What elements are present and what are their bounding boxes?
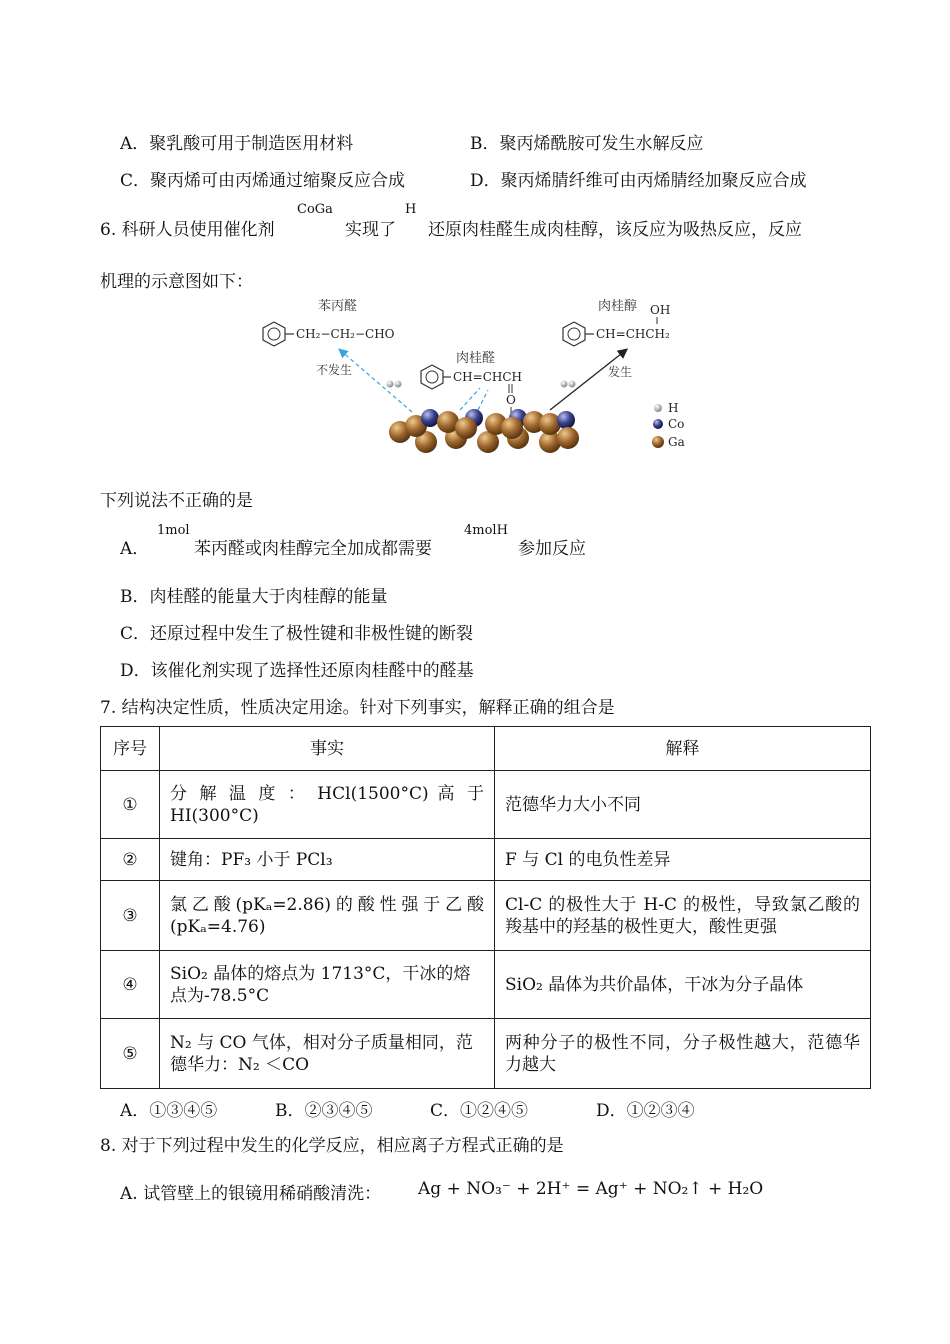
cinnamaldehyde-oxygen: O	[506, 393, 516, 407]
row-explanation: F 与 Cl 的电负性差异	[495, 839, 871, 881]
q6-option-c: C．还原过程中发生了极性键和非极性键的断裂	[120, 624, 474, 644]
row-explanation: 两种分子的极性不同，分子极性越大，范德华力越大	[495, 1019, 871, 1089]
occur-label: 发生	[608, 365, 633, 379]
mechanism-diagram	[250, 292, 700, 462]
q6-stem-mid: 实现了	[345, 220, 396, 240]
dashed-link-mid2	[478, 390, 488, 410]
q7-stem: 7. 结构决定性质，性质决定用途。针对下列事实，解释正确的组合是	[100, 698, 615, 718]
benzene-ring-mid	[421, 365, 443, 389]
cinnamaldehyde-name: 肉桂醛	[456, 351, 496, 366]
q7-option-b: B．②③④⑤	[275, 1101, 373, 1121]
table-row	[101, 839, 871, 881]
row-fact: 分 解 温 度 ： HCl(1500°C) 高 于 HI(300°C)	[160, 771, 495, 839]
dashed-link-mid	[460, 388, 480, 410]
diagram-legend	[652, 401, 685, 449]
q6-option-a-h2: 4molH	[464, 523, 508, 538]
q7-option-a: A．①③④⑤	[120, 1101, 218, 1121]
table-row	[101, 771, 871, 839]
row-fact: 氯乙酸(pKₐ=2.86)的酸性强于乙酸(pKₐ=4.76)	[160, 881, 495, 951]
cinnamyl-alcohol-formula: CH=CHCH₂	[596, 327, 670, 341]
q8-option-a-equation: Ag + NO₃⁻ + 2H⁺ = Ag⁺ + NO₂↑ + H₂O	[418, 1179, 764, 1199]
facts-table	[100, 726, 871, 1089]
q6-stem-line2: 机理的示意图如下：	[100, 272, 253, 292]
q6-option-a-mol: 1mol	[157, 523, 190, 538]
q7-option-d: D．①②③④	[596, 1101, 695, 1121]
row-explanation: Cl-C 的极性大于 H-C 的极性，导致氯乙酸的羧基中的羟基的极性更大，酸性更强	[495, 881, 871, 951]
q6-stem-post: 还原肉桂醛生成肉桂醇，该反应为吸热反应，反应	[428, 220, 802, 240]
row-explanation: SiO₂ 晶体为共价晶体，干冰为分子晶体	[495, 951, 871, 1019]
legend-h: H	[668, 401, 679, 415]
q6-option-d: D．该催化剂实现了选择性还原肉桂醛中的醛基	[120, 661, 474, 681]
not-occur-label: 不发生	[316, 363, 353, 377]
cinnamaldehyde-formula: CH=CHCH	[453, 370, 522, 384]
q5-option-a: A．聚乳酸可用于制造医用材料	[120, 134, 354, 154]
row-index: ①	[101, 771, 160, 839]
cinnamyl-alcohol-name: 肉桂醇	[598, 299, 638, 314]
benzene-ring-left	[263, 322, 285, 346]
table-header-row	[101, 727, 871, 771]
q6-option-a-text: 苯丙醛或肉桂醇完全加成都需要	[194, 539, 432, 559]
row-index: ③	[101, 881, 160, 951]
row-index: ④	[101, 951, 160, 1019]
q7-option-c: C．①②④⑤	[430, 1101, 529, 1121]
q5-option-c: C．聚丙烯可由丙烯通过缩聚反应合成	[120, 171, 406, 191]
hydrogen-pair-right	[561, 381, 576, 388]
q8-stem: 8. 对于下列过程中发生的化学反应，相应离子方程式正确的是	[100, 1136, 564, 1156]
row-index: ②	[101, 839, 160, 881]
q6-question: 下列说法不正确的是	[100, 491, 253, 511]
q6-hydrogen-formula: H	[405, 202, 417, 217]
row-explanation: 范德华力大小不同	[495, 771, 871, 839]
q5-option-d: D．聚丙烯腈纤维可由丙烯腈经加聚反应合成	[470, 171, 807, 191]
q5-option-b: B．聚丙烯酰胺可发生水解反应	[470, 134, 704, 154]
phenylpropanal-formula: CH₂−CH₂−CHO	[296, 327, 395, 341]
table-row	[101, 951, 871, 1019]
table-row	[101, 1019, 871, 1089]
not-occur-arrow	[340, 350, 412, 412]
legend-co: Co	[668, 417, 685, 431]
q6-option-a-label: A．	[120, 539, 150, 559]
header-fact: 事实	[160, 727, 495, 771]
row-fact: N₂ 与 CO 气体，相对分子质量相同，范德华力：N₂ ＜CO	[160, 1019, 495, 1089]
table-row	[101, 881, 871, 951]
header-explanation: 解释	[495, 727, 871, 771]
row-fact: SiO₂ 晶体的熔点为 1713°C，干冰的熔点为-78.5°C	[160, 951, 495, 1019]
catalyst-surface	[389, 409, 579, 453]
occur-arrow	[550, 350, 626, 410]
q6-option-a-post: 参加反应	[518, 539, 586, 559]
q6-catalyst-formula: CoGa	[297, 202, 333, 217]
hydrogen-pair-left	[387, 381, 402, 388]
row-index: ⑤	[101, 1019, 160, 1089]
row-fact: 键角：PF₃ 小于 PCl₃	[160, 839, 495, 881]
q8-option-a-text: A. 试管壁上的银镜用稀硝酸清洗：	[120, 1184, 382, 1204]
benzene-ring-right	[563, 322, 585, 346]
cinnamyl-alcohol-oh: OH	[650, 303, 671, 317]
phenylpropanal-name: 苯丙醛	[318, 299, 358, 314]
header-index: 序号	[101, 727, 160, 771]
q6-option-b: B．肉桂醛的能量大于肉桂醇的能量	[120, 587, 388, 607]
q6-stem-pre: 6. 科研人员使用催化剂	[100, 220, 275, 240]
legend-ga: Ga	[668, 435, 685, 449]
